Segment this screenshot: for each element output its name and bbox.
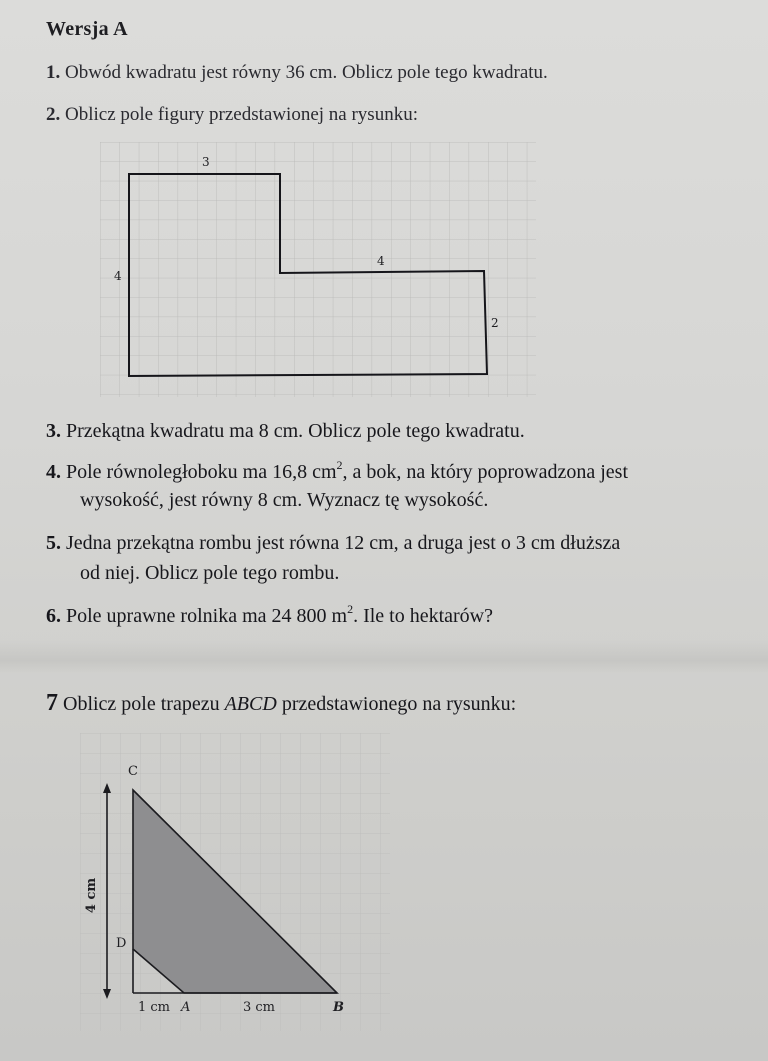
question-number: 6. — [46, 605, 61, 627]
figure-2-grid — [80, 733, 392, 1033]
label-vertex-a: A — [181, 1000, 191, 1015]
label-3cm: 3 cm — [243, 1000, 276, 1015]
question-number: 1. — [46, 62, 61, 83]
question-text: , a bok, na który poprowadzona jest — [342, 461, 629, 483]
page-fold-shadow — [0, 640, 768, 674]
question-number: 3. — [46, 420, 61, 442]
label-1cm: 1 cm — [138, 1000, 171, 1015]
question-6 — [46, 602, 494, 628]
figure-1-grid — [100, 142, 540, 402]
question-text: przedstawionego na rysunku: — [276, 693, 517, 715]
label-vertex-c: C — [128, 764, 138, 779]
question-5-line-2: od niej. Oblicz pole tego rombu. — [80, 562, 340, 584]
trapezoid-name: ABCD — [224, 693, 277, 715]
label-right-2: 2 — [491, 316, 499, 330]
question-5-line-1 — [46, 532, 620, 555]
question-4-line-2: wysokość, jest równy 8 cm. Wyznacz tę wysokość. — [80, 489, 489, 511]
question-text: Oblicz pole figury przedstawionej na rysunku: — [65, 104, 418, 125]
question-number-handwritten: 7 — [46, 690, 58, 716]
question-4-line-1 — [46, 458, 629, 484]
label-vertex-d: D — [116, 936, 127, 951]
label-left-4: 4 — [114, 269, 122, 283]
question-number: 5. — [46, 532, 61, 554]
question-text: Oblicz pole trapezu — [63, 693, 225, 715]
question-number: 4. — [46, 461, 61, 483]
question-3 — [46, 420, 525, 443]
question-text: Pole uprawne rolnika ma 24 800 m — [66, 605, 348, 627]
question-7 — [46, 690, 516, 717]
superscript: 2 — [347, 602, 354, 616]
question-text: Pole równoległoboku ma 16,8 cm — [66, 461, 337, 483]
label-top-3: 3 — [202, 155, 210, 169]
question-text: Przekątna kwadratu ma 8 cm. Oblicz pole tego kwadratu. — [66, 420, 525, 442]
superscript: 2 — [336, 458, 343, 472]
question-text: . Ile to hektarów? — [353, 605, 494, 627]
question-text: Jedna przekątna rombu jest równa 12 cm, a druga jest o 3 cm dłuższa — [66, 532, 621, 554]
question-text: Obwód kwadratu jest równy 36 cm. Oblicz pole tego kwadratu. — [65, 62, 548, 83]
label-vertex-b: B — [333, 1000, 344, 1015]
label-mid-4: 4 — [377, 254, 385, 268]
question-1 — [46, 62, 548, 84]
question-2 — [46, 104, 418, 126]
question-number: 2. — [46, 104, 61, 125]
label-height-4cm: 4 cm — [84, 877, 100, 914]
page-title: Wersja A — [46, 18, 128, 40]
